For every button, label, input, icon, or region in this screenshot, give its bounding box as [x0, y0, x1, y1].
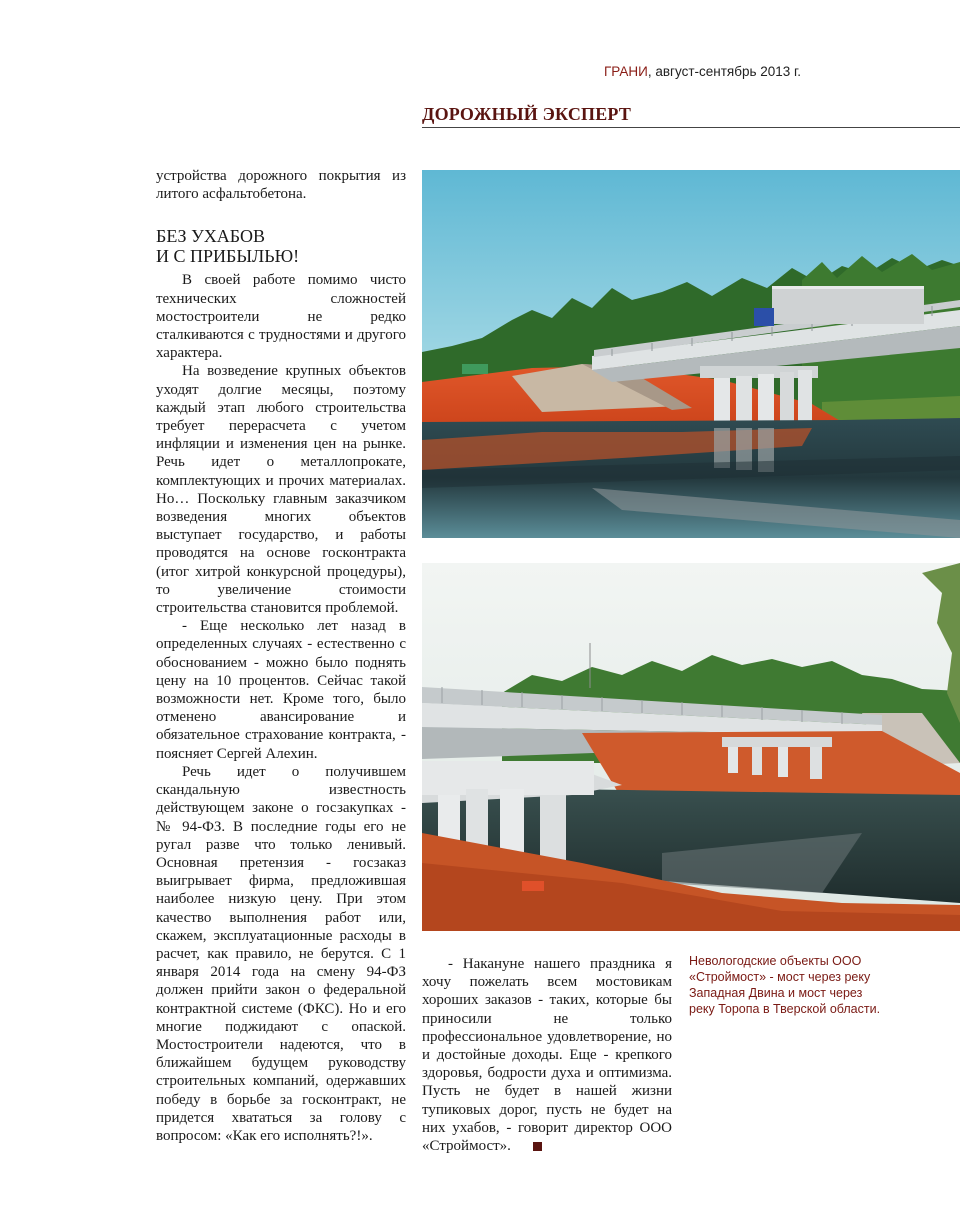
subheading-line-1: БЕЗ УХАБОВ — [156, 226, 266, 247]
bridge-photo-toropa — [422, 563, 960, 931]
magazine-name: ГРАНИ — [604, 64, 648, 79]
intro-fragment: устройства дорожного покрытия из литого асфальтобетона. — [156, 168, 406, 203]
article-subheading — [156, 226, 406, 266]
paragraph-1: В своей работе помимо чисто технических сложностей мостостроители не редко сталкиваются с трудностями и другого характера. — [156, 272, 406, 362]
section-title: ДОРОЖНЫЙ ЭКСПЕРТ — [422, 104, 632, 124]
paragraph-2: На возведение крупных объектов уходят долгие месяцы, поэтому каждый этап любого строительства требует перерасчета с учетом инфляции и изменения цен на рынке. Речь идет о металлопрокате, комплектующих и прочих материалах. Но… Поскольку главным заказчиком возведения многих объектов выступает государство, и работы проводятся на основе госконтракта (итог хитрой конкурсной процедуры), то увеличение стоимости строительства становится проблемой. — [156, 363, 406, 617]
issue-date: , август-сентябрь 2013 г. — [647, 64, 802, 79]
paragraph-3: - Еще несколько лет назад в определенных случаях - естественно с обоснованием - можно было поднять цену на 10 процентов. Сейчас такой возможности нет. Кроме того, было отменено авансирование и обязательное страхование контракта, - поясняет Сергей Алехин. — [156, 618, 406, 762]
photo-caption: Невологодские объекты ООО «Строймост» - мост через реку Западная Двина и мост через реку Торопа в Тверской области. — [689, 954, 881, 1016]
article-column-left — [156, 167, 406, 1145]
end-of-article-mark — [533, 1142, 542, 1151]
article-column-middle — [422, 955, 672, 1155]
paragraph-5 — [422, 955, 672, 1155]
subheading-line-2: И С ПРИБЫЛЬЮ! — [156, 246, 300, 267]
header-rule — [422, 127, 960, 128]
bridge-photo-zapadnaya-dvina — [422, 170, 960, 538]
running-header — [604, 64, 801, 79]
paragraph-5-text: - Накануне нашего праздника я хочу пожелать всем мостовикам хороших заказов - таких, которые бы приносили не только профессиональное удовлетворение, но и достойные доходы. Еще - крепкого здоровья, бодрости духа и оптимизма. Пусть не будет в нашей жизни тупиковых дорог, пусть не будет на них ухабов, - говорит директор ООО «Строймост». — [422, 956, 672, 1155]
paragraph-4: Речь идет о получившем скандальную известность действующем законе о госзакупках - № 94-ФЗ. В последние годы его не ругал разве что только ленивый. Основная претензия - госзаказ выигрывает фирма, предложившая наиболее низкую цену. При этом качество выполнения работ или, скажем, эксплуатационные расходы в расчет, как правило, не берутся. С 1 января 2014 года на смену 94-ФЗ должен прийти закон о федеральной контрактной системе (ФКС). Но и его многие поджидают с опаской. Мостостроители надеются, что в ближайшем будущем руководству строительных компаний, одержавших победу в борьбе за госконтракт, не придется хвататься за голову с вопросом: «Как его исполнять?!». — [156, 763, 406, 1144]
